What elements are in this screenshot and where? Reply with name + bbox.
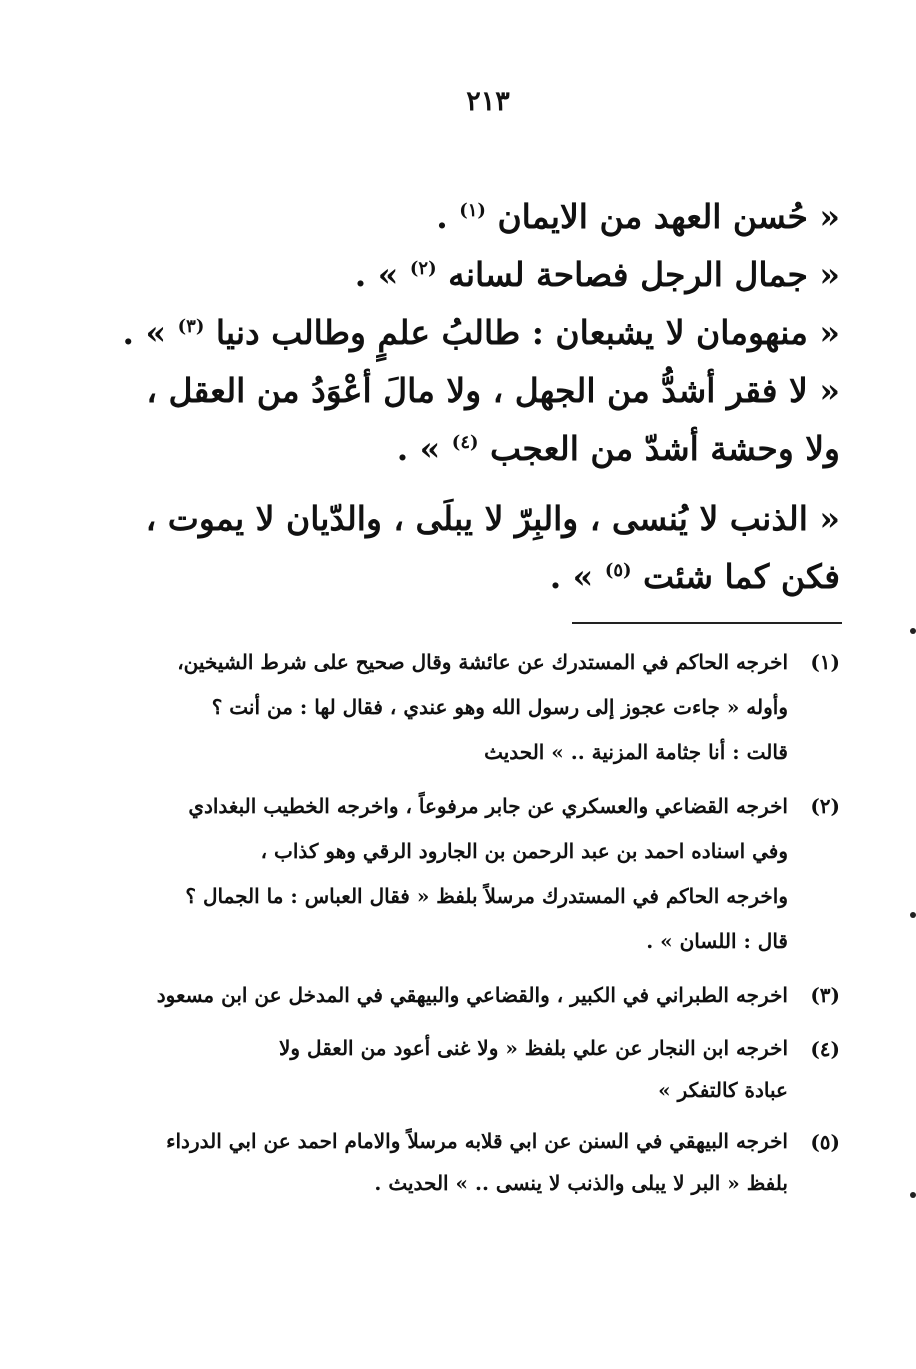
paragraph-gap	[130, 472, 840, 484]
scan-speck	[910, 1192, 916, 1198]
main-line	[122, 298, 840, 356]
main-line-tail: » .	[396, 429, 441, 468]
footnote-line: اخرجه البيهقي في السنن عن ابي قلابه مرسلاً والامام احمد عن ابي الدرداء	[166, 1129, 788, 1153]
footnote	[150, 1027, 840, 1111]
footnote	[150, 973, 840, 1018]
footnote-line: اخرجه القضاعي والعسكري عن جابر مرفوعاً ، واخرجه الخطيب البغدادي	[188, 794, 788, 818]
footnote-line: اخرجه ابن النجار عن علي بلفظ « ولا غنى أعود من العقل ولا	[279, 1036, 788, 1060]
main-line-tail: » .	[549, 557, 594, 596]
footnote-line: بلفظ « البر لا يبلى والذنب لا ينسى .. » الحديث .	[374, 1171, 788, 1195]
footnote-line: وفي اسناده احمد بن عبد الرحمن بن الجارود الرقي وهو كذاب ،	[260, 839, 788, 863]
main-line-text: « منهومان لا يشبعان : طالبُ علمٍ وطالب دنيا	[215, 313, 840, 352]
footnote-body	[150, 1027, 788, 1111]
footnote-body	[150, 784, 788, 964]
footnote	[150, 784, 840, 964]
footnote-line: قال : اللسان » .	[646, 929, 788, 953]
page-number: ٢١٣	[466, 86, 510, 117]
main-line-text: « الذنب لا يُنسى ، والبِرّ لا يبلَى ، والدّيان لا يموت ،	[145, 499, 840, 538]
main-line-text: « حُسن العهد من الايمان	[497, 197, 840, 236]
main-line	[130, 414, 840, 472]
main-line-text: ولا وحشة أشدّ من العجب	[490, 429, 840, 468]
footnote-ref: (١)	[459, 200, 486, 221]
footnote-line: وأوله « جاءت عجوز إلى رسول الله وهو عندي ، فقال لها : من أنت ؟	[211, 695, 788, 719]
main-line	[130, 484, 840, 542]
main-line-tail: .	[436, 197, 448, 236]
footnote-line: اخرجه الطبراني في الكبير ، والقضاعي والبيهقي في المدخل عن ابن مسعود	[156, 983, 788, 1007]
footnote-ref: (٥)	[604, 560, 632, 581]
main-line-text: « جمال الرجل فصاحة لسانه	[448, 255, 840, 294]
footnote-number: (٤)	[810, 1037, 840, 1061]
footnote-ref: (٤)	[451, 432, 479, 453]
main-line-text: « لا فقر أشدُّ من الجهل ، ولا مالَ أعْوَدُ من العقل ،	[146, 371, 840, 410]
main-line	[130, 182, 840, 240]
footnote-separator	[572, 622, 842, 624]
main-text	[122, 182, 840, 600]
footnote-body	[150, 640, 788, 775]
footnote-body	[150, 973, 788, 1018]
main-line	[130, 542, 840, 600]
footnote-ref: (٢)	[409, 258, 437, 279]
scan-speck	[910, 628, 916, 634]
main-line	[130, 356, 840, 414]
footnote-body	[150, 1120, 788, 1204]
scan-speck	[910, 912, 916, 918]
main-line-tail: » .	[354, 255, 399, 294]
footnote	[150, 640, 840, 775]
footnote-number: (٢)	[810, 794, 840, 818]
footnote-line: عبادة كالتفكر »	[658, 1078, 788, 1102]
main-line-tail: » .	[122, 313, 167, 352]
footnote-number: (١)	[810, 650, 840, 674]
footnote-line: اخرجه الحاكم في المستدرك عن عائشة وقال صحيح على شرط الشيخين،	[177, 650, 788, 674]
footnote	[150, 1120, 840, 1204]
footnote-number: (٥)	[810, 1130, 840, 1154]
footnote-line: قالت : أنا جثامة المزنية .. » الحديث	[484, 740, 788, 764]
footnote-line: واخرجه الحاكم في المستدرك مرسلاً بلفظ « فقال العباس : ما الجمال ؟	[185, 884, 788, 908]
footnote-number: (٣)	[810, 983, 840, 1007]
main-line-text: فكن كما شئت	[643, 557, 840, 596]
footnotes	[150, 640, 840, 1213]
footnote-ref: (٣)	[177, 316, 205, 337]
main-line	[130, 240, 840, 298]
